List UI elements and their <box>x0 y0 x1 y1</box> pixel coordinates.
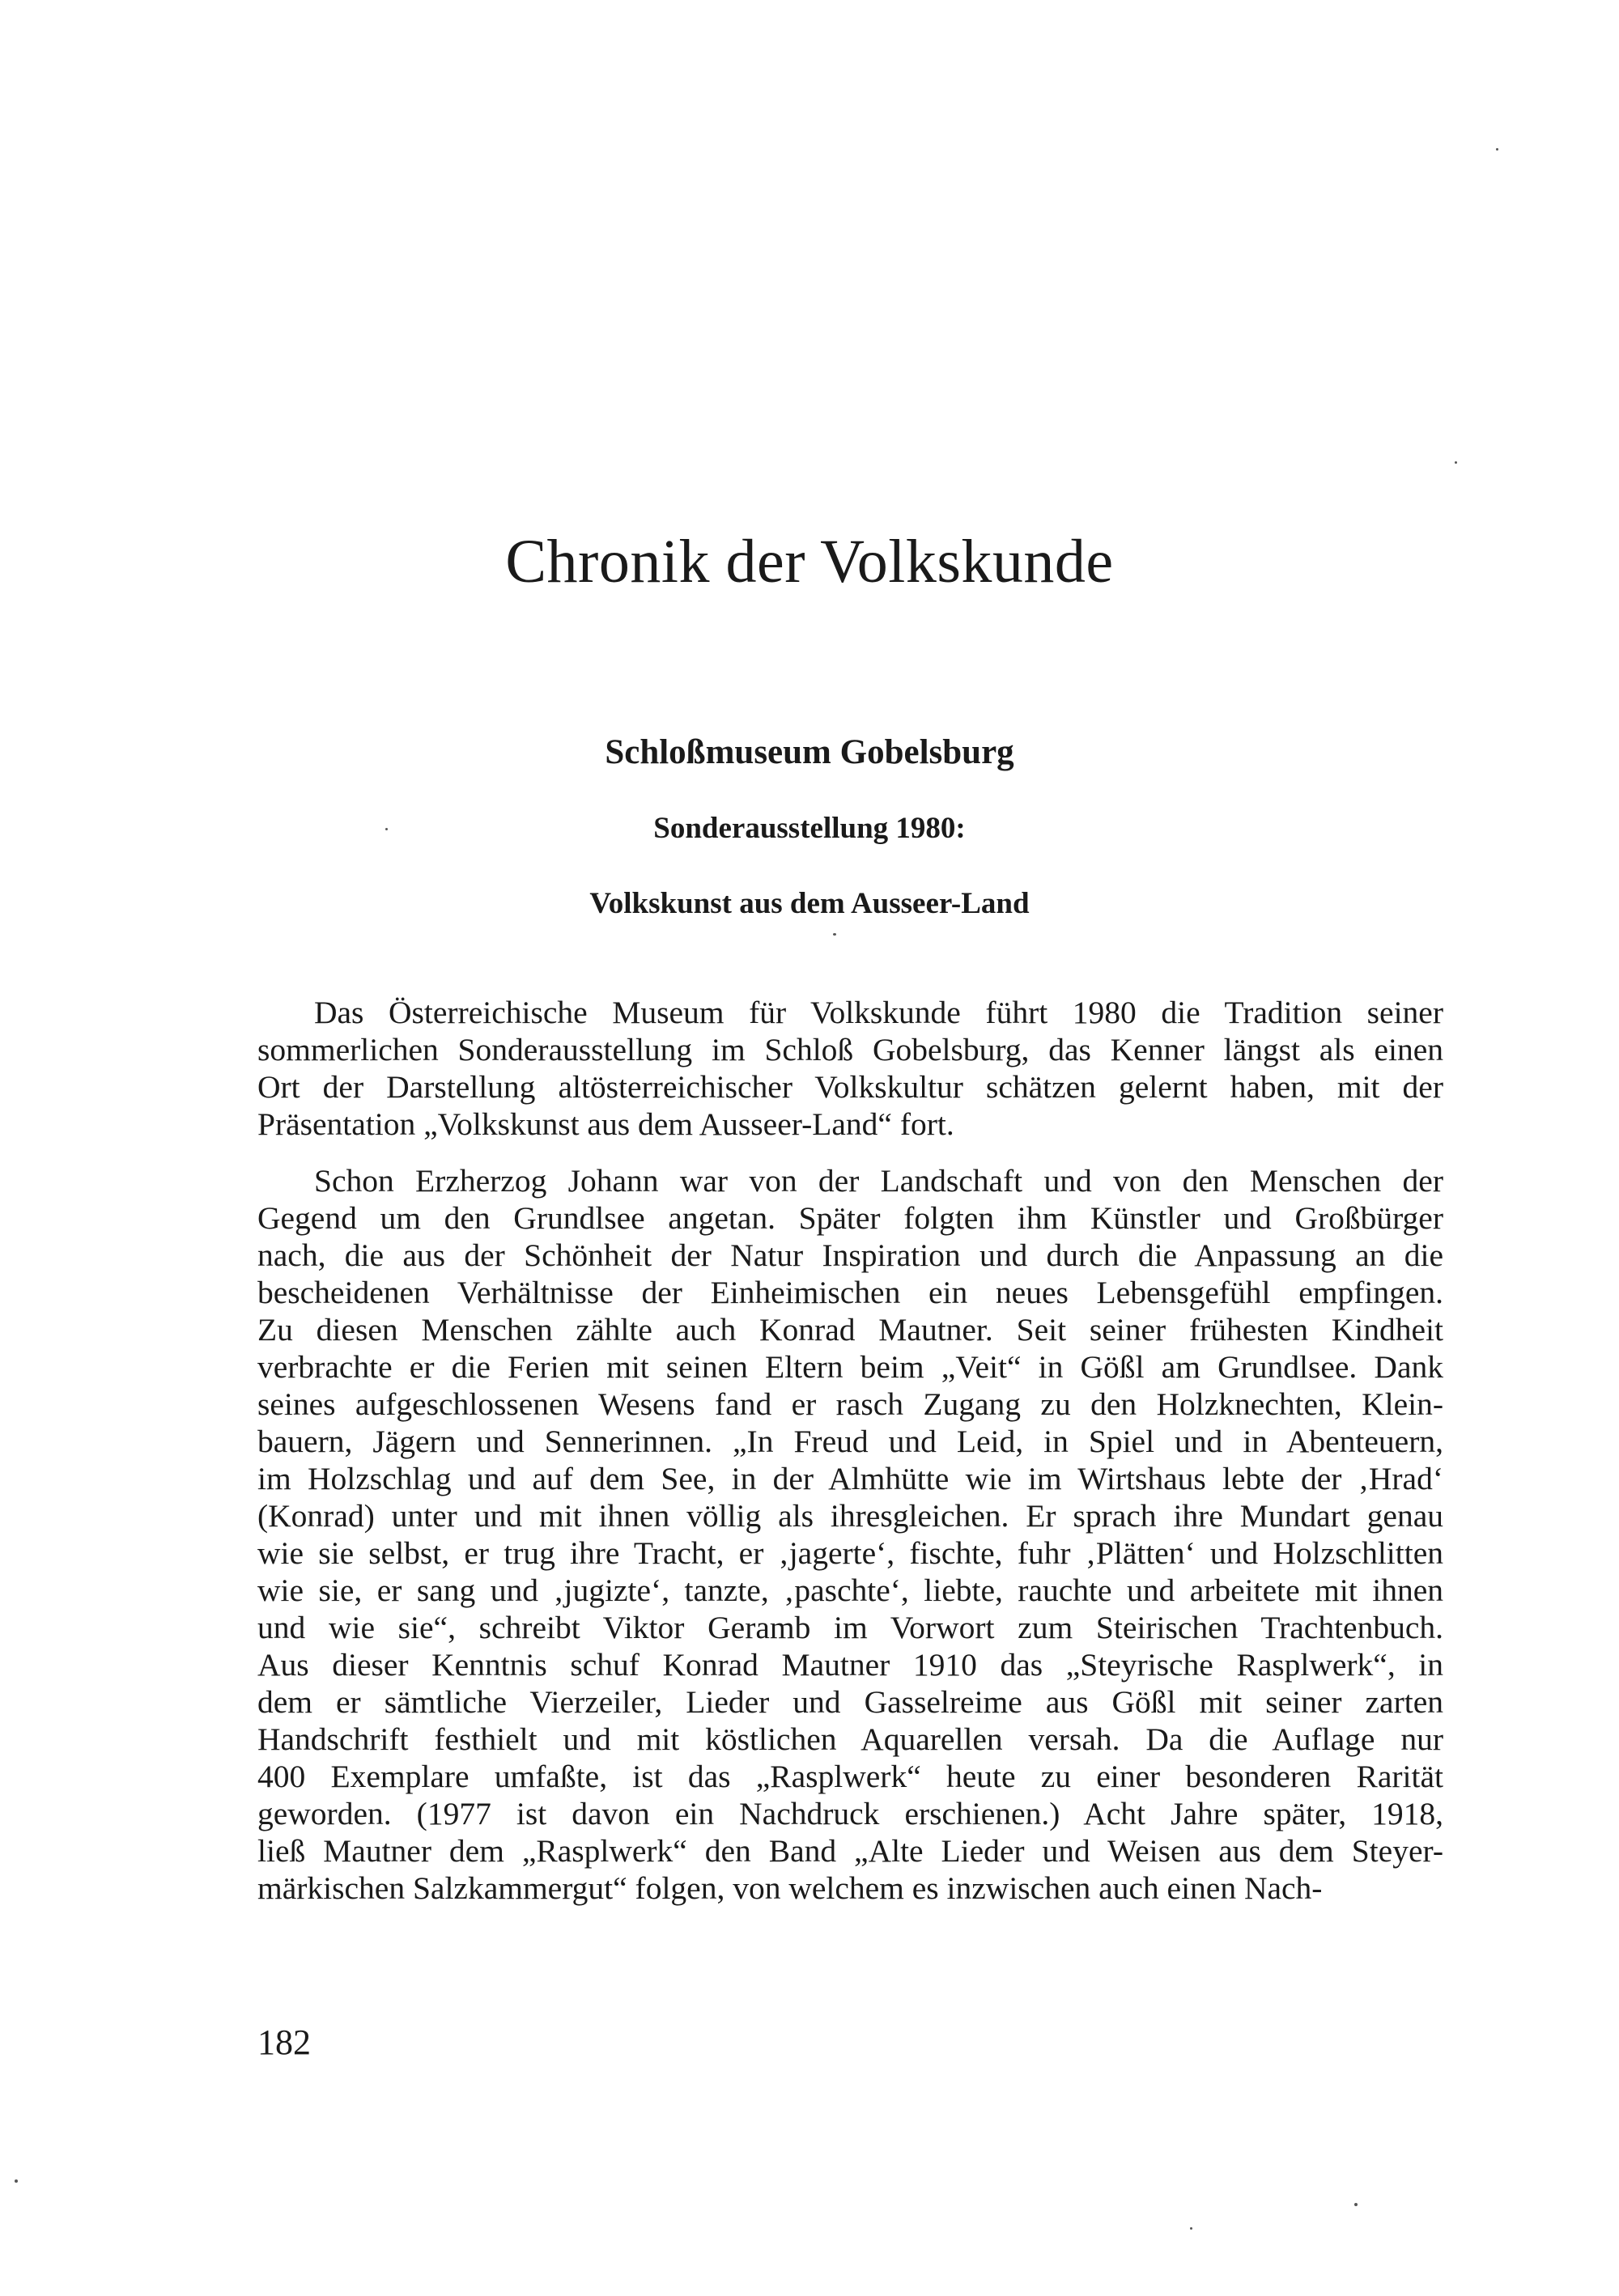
text-line: märkischen Salzkammergut“ folgen, von welchem es inzwischen auch einen Nach- <box>257 1870 1323 1906</box>
text-line: geworden. (1977 ist davon ein Nachdruck erschienen.) Acht Jahre später, 1918, <box>257 1796 1443 1831</box>
text-line: dem er sämtliche Vierzeiler, Lieder und Gasselreime aus Gößl mit seiner zarten <box>257 1684 1443 1720</box>
text-line: wie sie, er sang und ‚jugizte‘, tanzte, ‚paschte‘, liebte, rauchte und arbeitete mit ihnen <box>257 1572 1443 1608</box>
text-line: 400 Exemplare umfaßte, ist das „Rasplwerk“ heute zu einer besonderen Rarität <box>257 1759 1443 1794</box>
text-line: wie sie selbst, er trug ihre Tracht, er ‚jagerte‘, fischte, fuhr ‚Plätten‘ und Holzschlitten <box>257 1535 1443 1571</box>
text-line: Schon Erzherzog Johann war von der Landschaft und von den Menschen der <box>314 1163 1443 1199</box>
paragraph-2 <box>257 1162 1443 1907</box>
text-line: Handschrift festhielt und mit köstlichen Aquarellen versah. Da die Auflage nur <box>257 1721 1443 1757</box>
text-line: bescheidenen Verhältnisse der Einheimischen ein neues Lebensgefühl empfingen. <box>257 1275 1443 1310</box>
text-line: nach, die aus der Schönheit der Natur Inspiration und durch die Anpassung an die <box>257 1237 1443 1273</box>
text-line: (Konrad) unter und mit ihnen völlig als ihresgleichen. Er sprach ihre Mundart genau <box>257 1498 1443 1534</box>
text-line: und wie sie“, schreibt Viktor Geramb im Vorwort zum Steirischen Trachtenbuch. <box>257 1610 1443 1645</box>
text-line: Ort der Darstellung altösterreichischer Volkskultur schätzen gelernt haben, mit der <box>257 1069 1443 1105</box>
scan-speck <box>1455 461 1457 464</box>
text-line: seines aufgeschlossenen Wesens fand er rasch Zugang zu den Holzknechten, Klein- <box>257 1386 1443 1422</box>
section-heading-institution: Schloßmuseum Gobelsburg <box>605 733 1014 771</box>
section-heading-exhibition: Sonderausstellung 1980: <box>653 812 966 845</box>
scan-speck <box>1190 2227 1192 2230</box>
page-number: 182 <box>257 2022 311 2062</box>
section-heading-subject: Volkskunst aus dem Ausseer-Land <box>589 887 1030 920</box>
scan-speck <box>15 2179 18 2183</box>
text-line: sommerlichen Sonderausstellung im Schloß Gobelsburg, das Kenner längst als einen <box>257 1032 1443 1067</box>
scan-speck <box>1496 148 1498 151</box>
text-line: Gegend um den Grundlsee angetan. Später folgten ihm Künstler und Großbürger <box>257 1200 1443 1236</box>
article-body <box>257 994 1443 1907</box>
text-line: im Holzschlag und auf dem See, in der Almhütte wie im Wirtshaus lebte der ‚Hrad‘ <box>257 1461 1443 1496</box>
text-line: bauern, Jägern und Sennerinnen. „In Freud und Leid, in Spiel und in Abenteuern, <box>257 1424 1443 1459</box>
page-title: Chronik der Volkskunde <box>505 528 1114 596</box>
scan-speck <box>385 828 388 830</box>
scan-speck <box>833 933 836 936</box>
text-line: ließ Mautner dem „Rasplwerk“ den Band „Alte Lieder und Weisen aus dem Steyer- <box>257 1833 1443 1869</box>
text-line: Aus dieser Kenntnis schuf Konrad Mautner 1910 das „Steyrische Rasplwerk“, in <box>257 1647 1443 1683</box>
text-line: verbrachte er die Ferien mit seinen Eltern beim „Veit“ in Gößl am Grundlsee. Dank <box>257 1349 1443 1385</box>
text-line: Präsentation „Volkskunst aus dem Ausseer-Land“ fort. <box>257 1106 954 1142</box>
text-line: Das Österreichische Museum für Volkskunde führt 1980 die Tradition seiner <box>314 995 1443 1030</box>
scan-speck <box>1354 2203 1358 2206</box>
paragraph-1 <box>257 994 1443 1143</box>
text-line: Zu diesen Menschen zählte auch Konrad Mautner. Seit seiner frühesten Kindheit <box>257 1312 1443 1347</box>
